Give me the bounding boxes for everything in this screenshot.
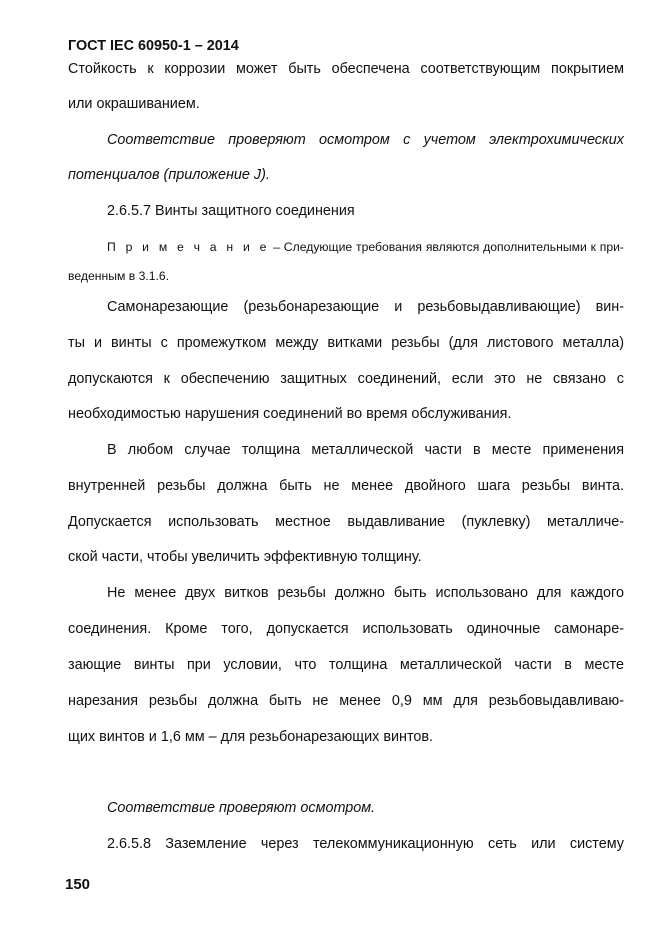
document-header: ГОСТ IEC 60950-1 – 2014 bbox=[68, 38, 239, 54]
paragraph-line: Самонарезающие (резьбонарезающие и резьбовыдавливающие) вин- bbox=[107, 299, 624, 315]
paragraph-line: В любом случае толщина металлической части в месте применения bbox=[107, 442, 624, 458]
compliance-line: Соответствие проверяют осмотром. bbox=[107, 800, 376, 816]
paragraph-line: щих винтов и 1,6 мм – для резьбонарезающих винтов. bbox=[68, 729, 434, 745]
section-heading: 2.6.5.8 Заземление через телекоммуникационную сеть или систему bbox=[107, 836, 624, 852]
compliance-line: Соответствие проверяют осмотром с учетом электрохимических bbox=[107, 132, 624, 148]
note-text: – Следующие требования являются дополнительными к при- bbox=[269, 240, 624, 254]
note-line bbox=[107, 238, 624, 256]
paragraph-line: ской части, чтобы увеличить эффективную толщину. bbox=[68, 549, 422, 565]
paragraph-line: или окрашиванием. bbox=[68, 96, 200, 112]
paragraph-line: допускаются к обеспечению защитных соединений, если это не связано с bbox=[68, 371, 624, 387]
paragraph-line: Стойкость к коррозии может быть обеспечена соответствующим покрытием bbox=[68, 61, 624, 77]
paragraph-line: необходимостью нарушения соединений во время обслуживания. bbox=[68, 406, 512, 422]
note-line: веденным в 3.1.6. bbox=[68, 269, 170, 283]
paragraph-line: внутренней резьбы должна быть не менее двойного шага резьбы винта. bbox=[68, 478, 624, 494]
page-number: 150 bbox=[65, 876, 91, 893]
paragraph-line: ты и винты с промежутком между витками резьбы (для листового металла) bbox=[68, 335, 624, 351]
paragraph-line: зающие винты при условии, что толщина металлической части в месте bbox=[68, 657, 624, 673]
note-label: П р и м е ч а н и е bbox=[107, 240, 270, 254]
paragraph-line: Допускается использовать местное выдавливание (пуклевку) металличе- bbox=[68, 514, 624, 530]
compliance-line: потенциалов (приложение J). bbox=[68, 167, 270, 183]
section-heading: 2.6.5.7 Винты защитного соединения bbox=[107, 203, 355, 219]
paragraph-line: нарезания резьбы должна быть не менее 0,9 мм для резьбовыдавливаю- bbox=[68, 693, 624, 709]
paragraph-line: соединения. Кроме того, допускается использовать одиночные самонаре- bbox=[68, 621, 624, 637]
paragraph-line: Не менее двух витков резьбы должно быть использовано для каждого bbox=[107, 585, 624, 601]
